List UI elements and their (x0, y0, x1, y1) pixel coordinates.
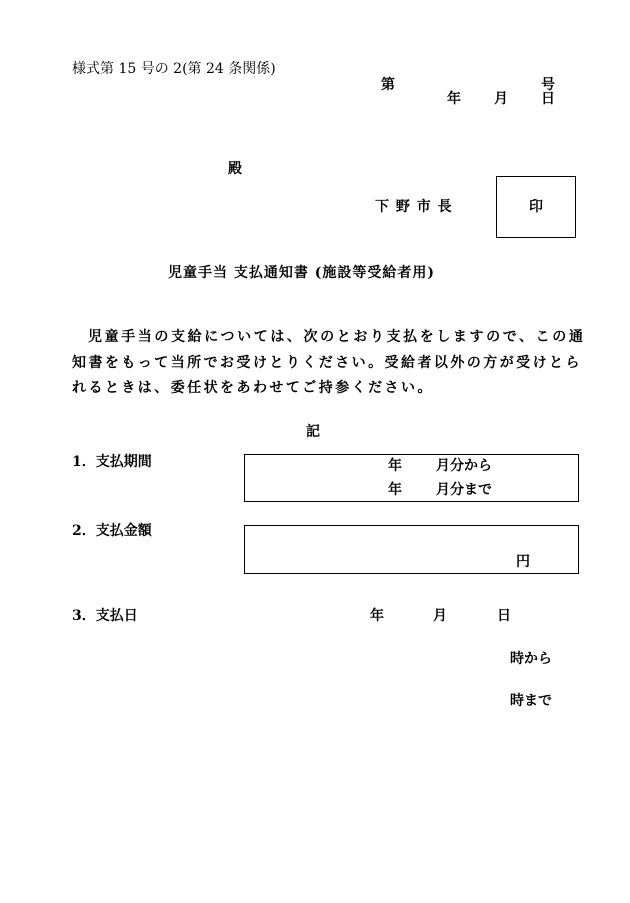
period-from-year: 年 (388, 458, 402, 474)
date-label: 3．支払日 (72, 608, 138, 624)
amount-label: 2．支払金額 (72, 523, 152, 539)
form-number: 様式第 15 号の 2(第 24 条関係) (72, 61, 276, 77)
time-from: 時から (510, 651, 552, 667)
ki-heading: 記 (306, 424, 320, 440)
date-month-label: 月 (494, 91, 508, 107)
body-line-3: れるときは、委任状をあわせてご持参ください。 (72, 380, 434, 396)
amount-box (244, 525, 579, 574)
time-to: 時まで (510, 693, 552, 709)
period-label: 1．支払期間 (72, 454, 152, 470)
pay-date-year: 年 (370, 608, 384, 624)
amount-unit: 円 (516, 554, 530, 570)
date-day-label: 日 (541, 91, 555, 107)
date-year-label: 年 (447, 91, 461, 107)
period-box (244, 454, 579, 502)
period-from-month: 月分から (436, 458, 492, 474)
number-prefix: 第 (381, 77, 395, 93)
pay-date-month: 月 (433, 608, 447, 624)
seal-label: 印 (529, 199, 543, 215)
pay-date-day: 日 (497, 608, 511, 624)
body-line-2: 知書をもって当所でお受けとりください。受給者以外の方が受けとら (72, 355, 582, 371)
document-title: 児童手当 支払通知書 (施設等受給者用) (168, 265, 435, 281)
period-to-month: 月分まで (436, 482, 492, 498)
body-line-1: 児童手当の支給については、次のとおり支払をしますので、この通 (88, 329, 586, 345)
issuer-name: 下 野 市 長 (375, 199, 453, 215)
number-suffix: 号 (541, 77, 555, 93)
seal-box (496, 176, 576, 238)
period-to-year: 年 (388, 482, 402, 498)
addressee-honorific: 殿 (228, 161, 242, 177)
